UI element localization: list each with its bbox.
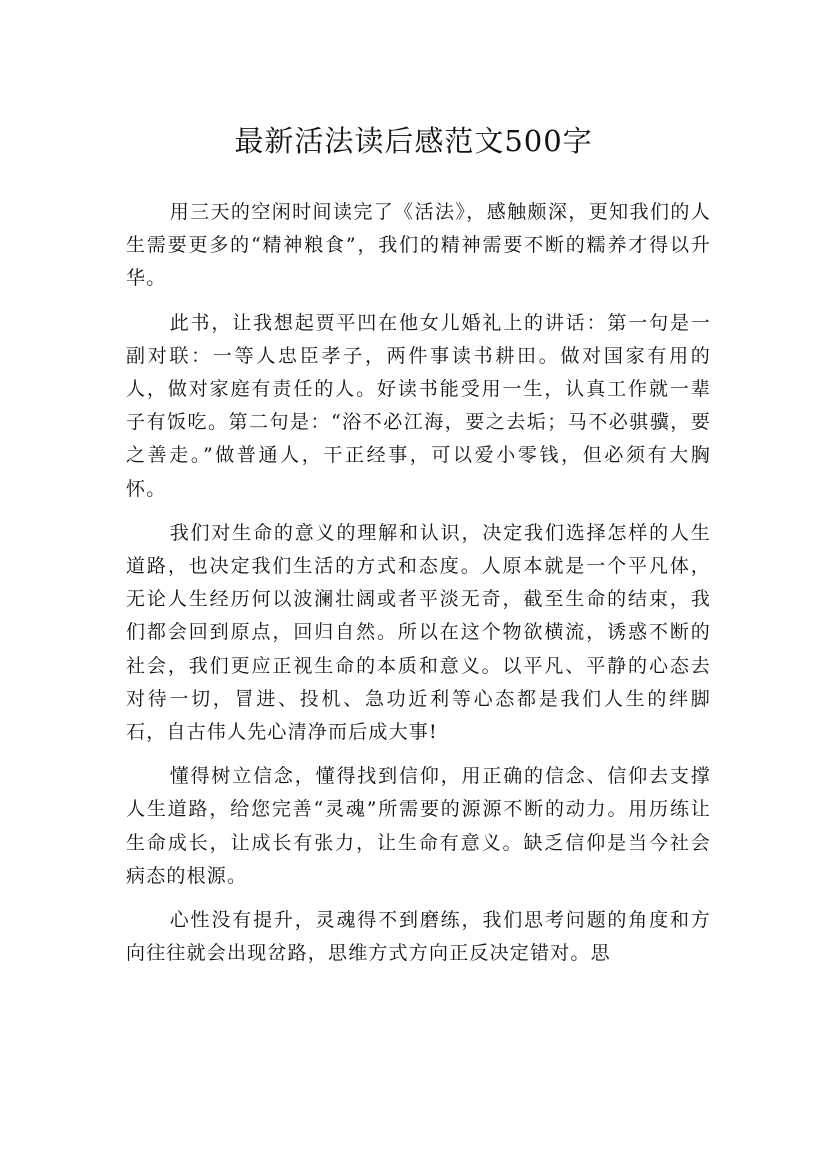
paragraph-4: 懂得树立信念，懂得找到信仰，用正确的信念、信仰去支撑人生道路，给您完善“灵魂”所需要的源源不断的动力。用历练让生命成长，让成长有张力，让生命有意义。缺乏信仰是当今社会病态的根源。 [126, 765, 711, 887]
paragraph-3: 我们对生命的意义的理解和认识，决定我们选择怎样的人生道路，也决定我们生活的方式和态度。人原本就是一个平凡体，无论人生经历何以波澜壮阔或者平淡无奇，截至生命的结束，我们都会回到原点，回归自然。所以在这个物欲横流，诱惑不断的社会，我们更应正视生命的本质和意义。以平凡、平静的心态去对待一切，冒进、投机、急功近利等心态都是我们人生的绊脚石，自古伟人先心清净而后成大事! [126, 521, 711, 744]
document-title: 最新活法读后感范文500字 [234, 124, 593, 159]
paragraph-1: 用三天的空闲时间读完了《活法》，感触颇深，更知我们的人生需要更多的“精神粮食”，我们的精神需要不断的糯养才得以升华。 [126, 201, 711, 290]
document-body [126, 196, 711, 981]
paragraph-2: 此书，让我想起贾平凹在他女儿婚礼上的讲话：第一句是一副对联：一等人忠臣孝子，两件事读书耕田。做对国家有用的人，做对家庭有责任的人。好读书能受用一生，认真工作就一辈子有饭吃。第二句是：“浴不必江海，要之去垢；马不必骐骥，要之善走。”做普通人，干正经事，可以爱小零钱，但必须有大胸怀。 [126, 311, 711, 500]
paragraph-5: 心性没有提升，灵魂得不到磨练，我们思考问题的角度和方向往往就会出现岔路，思维方式方向正反决定错对。思 [126, 909, 711, 965]
